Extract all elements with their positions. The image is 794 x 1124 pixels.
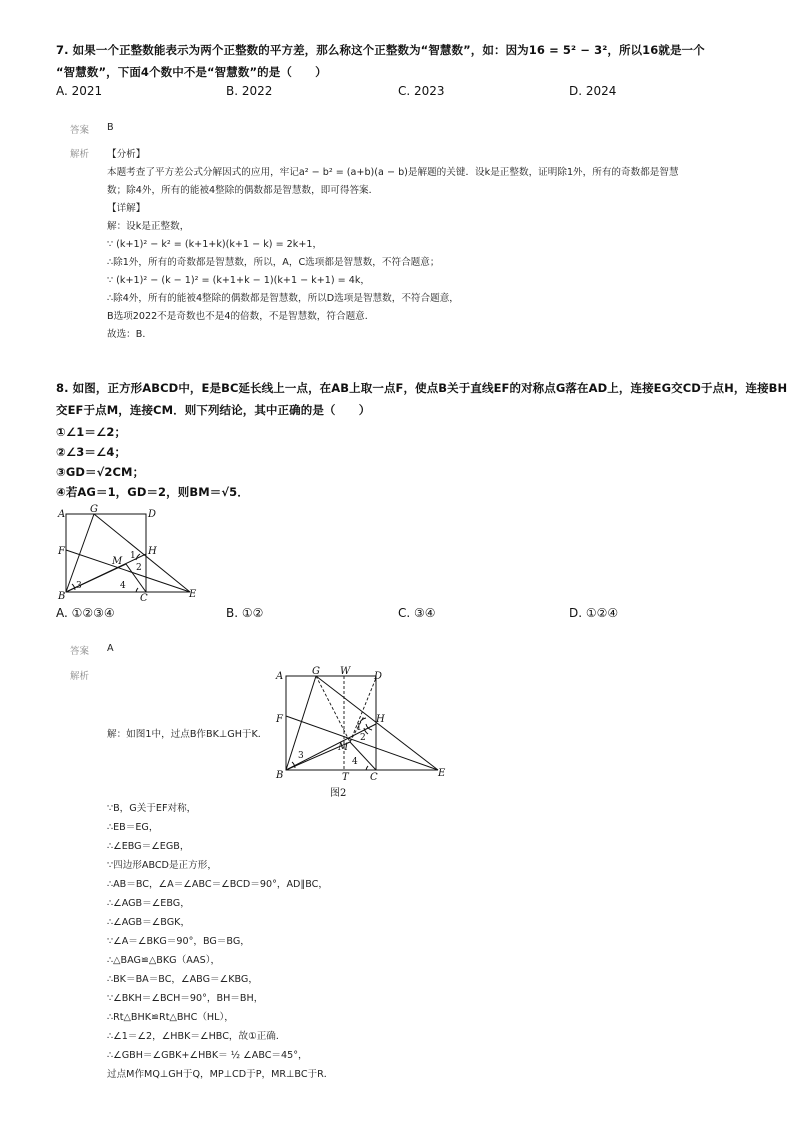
q7-analysis-line: 【详解】 xyxy=(107,203,146,214)
fig1-label-d: D xyxy=(148,509,157,520)
q8-figure-2 xyxy=(272,664,454,800)
q8-solution-line: 过点M作MQ⊥GH于Q，MP⊥CD于P，MR⊥BC于R． xyxy=(107,1069,334,1080)
q8-answer-label: 答案 xyxy=(70,646,90,657)
q7-analysis-label: 解析 xyxy=(70,149,90,160)
q7-analysis-line: 本题考查了平方差公式分解因式的应用，牢记a² − b² = (a+b)(a − b)是解题的关键．设k是正整数，证明除1外，所有的奇数都是智慧 xyxy=(107,167,679,178)
q8-option-c: C. ③④ xyxy=(398,606,436,620)
fig1-label-a: A xyxy=(58,509,66,520)
q8-option-d: D. ①②④ xyxy=(569,606,619,620)
fig2-label-2: 2 xyxy=(360,733,366,743)
fig2-caption: 图2 xyxy=(330,788,347,799)
fig2-label-3: 3 xyxy=(298,751,304,761)
fig1-label-2: 2 xyxy=(136,563,142,573)
q7-option-c: C. 2023 xyxy=(398,84,445,98)
fig1-label-h: H xyxy=(148,546,157,557)
q8-statement-3: ③GD＝√2CM； xyxy=(56,465,145,479)
q7-option-a: A. 2021 xyxy=(56,84,103,98)
q8-statement-4: ④若AG＝1，GD＝2，则BM＝√5． xyxy=(56,485,249,499)
fig2-label-f: F xyxy=(276,714,283,725)
fig1-label-1: 1 xyxy=(130,551,136,561)
q7-analysis-line: ∵ (k+1)² − k² = (k+1+k)(k+1 − k) = 2k+1， xyxy=(107,239,323,250)
fig1-label-3: 3 xyxy=(76,581,82,591)
q7-analysis-line: ∵ (k+1)² − (k − 1)² = (k+1+k − 1)(k+1 − k+1) = 4k， xyxy=(107,275,371,286)
q8-answer: A xyxy=(107,643,114,654)
q7-stem-line2: “智慧数”，下面4个数中不是“智慧数”的是（ ） xyxy=(56,65,327,79)
q8-option-a: A. ①②③④ xyxy=(56,606,115,620)
fig2-label-4: 4 xyxy=(352,757,358,767)
q8-option-b: B. ①② xyxy=(226,606,264,620)
q8-solution-line: ∴EB＝EG， xyxy=(107,822,159,833)
q7-analysis-line: 故选：B． xyxy=(107,329,152,340)
q8-solution-line: ∴∠1＝∠2，∠HBK＝∠HBC，故①正确． xyxy=(107,1031,286,1042)
q8-figure-1 xyxy=(56,502,206,602)
q7-option-b: B. 2022 xyxy=(226,84,273,98)
q8-statement-2: ②∠3＝∠4； xyxy=(56,445,127,459)
q7-analysis-line: ∴除1外，所有的奇数都是智慧数，所以，A，C选项都是智慧数，不符合题意； xyxy=(107,257,440,268)
fig2-label-m: M xyxy=(338,742,349,753)
q8-solution-line: ∵四边形ABCD是正方形， xyxy=(107,860,217,871)
q8-solution-line: ∴∠EBG＝∠EGB， xyxy=(107,841,190,852)
q8-solution-line: ∵B，G关于EF对称， xyxy=(107,803,197,814)
fig2-label-e: E xyxy=(438,768,446,779)
q7-stem-line1: 7. 如果一个正整数能表示为两个正整数的平方差，那么称这个正整数为“智慧数”，如：因为16 = 5² − 3²，所以16就是一个 xyxy=(56,43,705,57)
q7-answer-label: 答案 xyxy=(70,125,90,136)
fig2-label-d: D xyxy=(374,671,383,682)
q8-solution-line: ∵∠A＝∠BKG＝90°，BG＝BG， xyxy=(107,936,250,947)
fig1-label-g: G xyxy=(90,504,98,515)
q8-solution-intro: 解：如图1中，过点B作BK⊥GH于K． xyxy=(107,729,268,740)
fig2-label-t: T xyxy=(342,772,349,783)
q8-statement-1: ①∠1＝∠2； xyxy=(56,425,127,439)
fig1-label-e: E xyxy=(189,589,197,600)
q8-solution-line: ∴△BAG≌△BKG（AAS）， xyxy=(107,955,221,966)
q8-analysis-label: 解析 xyxy=(70,671,90,682)
fig2-label-1: 1 xyxy=(356,723,362,733)
fig2-label-a: A xyxy=(276,671,284,682)
fig2-label-g: G xyxy=(312,666,320,677)
fig2-label-w: W xyxy=(340,666,351,677)
fig1-label-b: B xyxy=(58,591,66,602)
q8-solution-line: ∴AB＝BC，∠A＝∠ABC＝∠BCD＝90°，AD∥BC， xyxy=(107,879,328,890)
q8-solution-line: ∴∠AGB＝∠BGK， xyxy=(107,917,191,928)
q7-analysis-line: B选项2022不是奇数也不是4的倍数，不是智慧数，符合题意． xyxy=(107,311,375,322)
q8-solution-line: ∴∠GBH＝∠GBK+∠HBK＝ ½ ∠ABC＝45°， xyxy=(107,1050,308,1061)
fig1-label-4: 4 xyxy=(120,581,126,591)
fig2-label-b: B xyxy=(276,770,284,781)
q7-option-d: D. 2024 xyxy=(569,84,617,98)
fig1-label-c: C xyxy=(140,593,148,602)
q8-stem-line1: 8. 如图，正方形ABCD中，E是BC延长线上一点，在AB上取一点F，使点B关于直线EF的对称点G落在AD上，连接EG交CD于点H，连接BH xyxy=(56,381,788,395)
q8-solution-line: ∴∠AGB＝∠EBG， xyxy=(107,898,190,909)
q8-stem-line2: 交EF于点M，连接CM．则下列结论，其中正确的是（ ） xyxy=(56,403,371,417)
q7-analysis-line: 解：设k是正整数， xyxy=(107,221,190,232)
q8-solution-line: ∴Rt△BHK≌Rt△BHC（HL）， xyxy=(107,1012,234,1023)
q8-solution-line: ∴BK＝BA＝BC，∠ABG＝∠KBG， xyxy=(107,974,258,985)
fig2-label-c: C xyxy=(370,772,378,783)
fig1-label-m: M xyxy=(112,556,123,567)
q8-solution-line: ∵∠BKH＝∠BCH＝90°，BH＝BH， xyxy=(107,993,264,1004)
q7-analysis-line: ∴除4外，所有的能被4整除的偶数都是智慧数，所以D选项是智慧数，不符合题意， xyxy=(107,293,459,304)
q7-analysis-line: 【分析】 xyxy=(107,149,146,160)
fig2-label-h: H xyxy=(376,714,385,725)
fig1-label-f: F xyxy=(58,546,65,557)
q7-analysis-line: 数；除4外，所有的能被4整除的偶数都是智慧数，即可得答案． xyxy=(107,185,379,196)
q7-answer: B xyxy=(107,122,114,133)
